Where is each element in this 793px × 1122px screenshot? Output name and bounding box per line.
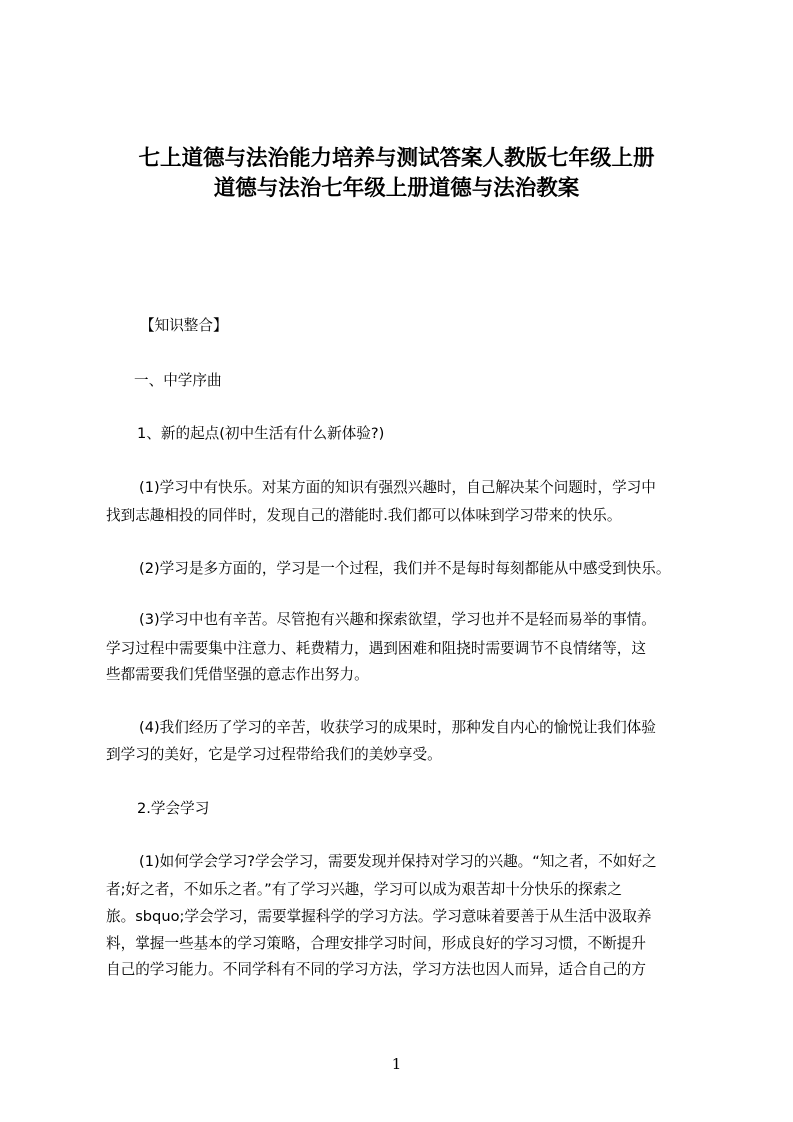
paragraph-line: (2)学习是多方面的，学习是一个过程，我们并不是每时每刻都能从中感受到快乐。 [139,560,671,577]
paragraph-line: (1)如何学会学习?学会学习，需要发现并保持对学习的兴趣。“知之者，不如好之 [139,853,657,870]
document-title-line: 七上道德与法治能力培养与测试答案人教版七年级上册 [138,146,655,171]
page-number: 1 [391,1055,402,1073]
paragraph-line: 旅。sbquo;学会学习，需要掌握科学的学习方法。学习意味着要善于从生活中汲取养 [106,908,652,925]
paragraph-line: 到学习的美好，它是学习过程带给我们的美妙享受。 [106,746,442,763]
subheading-new-start: 1、新的起点(初中生活有什么新体验?) [137,425,385,442]
paragraph-line: 自己的学习能力。不同学科有不同的学习方法，学习方法也因人而异，适合自己的方 [106,961,646,978]
heading-middle-school-prelude: 一、中学序曲 [134,372,222,389]
paragraph-line: 学习过程中需要集中注意力、耗费精力，遇到困难和阻挠时需要调节不良情绪等，这 [106,640,646,657]
section-header: 【知识整合】 [140,317,228,334]
paragraph-line: 些都需要我们凭借坚强的意志作出努力。 [106,666,369,683]
paragraph-line: 找到志趣相投的同伴时，发现自己的潜能时.我们都可以体味到学习带来的快乐。 [106,507,622,524]
paragraph-line: (4)我们经历了学习的辛苦，收获学习的成果时，那种发自内心的愉悦让我们体验 [139,719,656,736]
subheading-learn-to-learn: 2.学会学习 [137,800,210,817]
paragraph-line: 料，掌握一些基本的学习策略，合理安排学习时间，形成良好的学习习惯，不断提升 [106,935,646,952]
paragraph-line: (1)学习中有快乐。对某方面的知识有强烈兴趣时，自己解决某个问题时，学习中 [139,479,656,496]
document-title-line: 道德与法治七年级上册道德与法治教案 [213,176,580,201]
paragraph-line: 者;好之者，不如乐之者。”有了学习兴趣，学习可以成为艰苦却十分快乐的探索之 [106,881,622,898]
document-title [60,144,733,204]
paragraph-line: (3)学习中也有辛苦。尽管抱有兴趣和探索欲望，学习也并不是轻而易举的事情。 [139,611,656,628]
